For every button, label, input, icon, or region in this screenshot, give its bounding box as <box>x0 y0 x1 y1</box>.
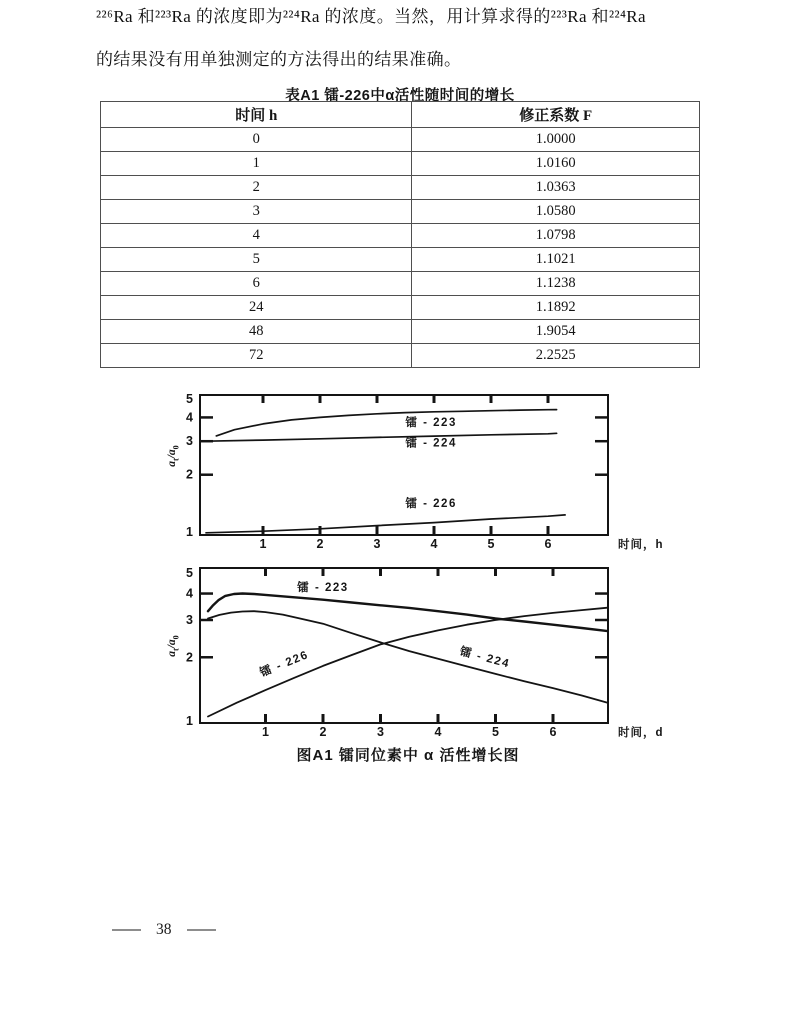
table-cell: 1 <box>101 152 412 176</box>
y-tick-label: 5 <box>186 391 193 406</box>
x-tick-label: 1 <box>259 537 267 551</box>
figure-a1 <box>160 383 680 783</box>
x-tick-label: 6 <box>544 537 552 551</box>
plot-box <box>200 395 608 535</box>
series-line <box>206 433 557 441</box>
table-cell: 72 <box>101 344 412 368</box>
table-row <box>101 224 700 248</box>
table-row <box>101 272 700 296</box>
table-row <box>101 344 700 368</box>
y-tick-label: 4 <box>186 586 193 601</box>
plot-box <box>200 568 608 723</box>
table-cell: 1.0000 <box>412 128 700 152</box>
chart-hours-svg <box>160 383 680 558</box>
y-tick-label: 4 <box>186 410 193 425</box>
table-cell: 1.0580 <box>412 200 700 224</box>
series-label: 镭 - 224 <box>405 437 457 450</box>
page-number <box>112 921 216 939</box>
x-tick-label: 4 <box>430 537 438 551</box>
y-tick-label: 2 <box>186 650 193 665</box>
table-cell: 1.0798 <box>412 224 700 248</box>
table-cell: 1.9054 <box>412 320 700 344</box>
x-tick-label: 6 <box>549 725 557 739</box>
page-number-value: 38 <box>156 921 172 938</box>
table-cell: 6 <box>101 272 412 296</box>
y-tick-label: 1 <box>186 714 193 728</box>
series-label: 镭 - 226 <box>258 648 311 680</box>
series-label: 镭 - 223 <box>405 417 457 430</box>
page-number-right-dash <box>187 929 216 931</box>
table-row <box>101 296 700 320</box>
table-cell: 4 <box>101 224 412 248</box>
table-row <box>101 152 700 176</box>
table-row <box>101 200 700 224</box>
table-header-row <box>101 102 700 128</box>
paragraph-line-2: 的结果没有用单独测定的方法得出的结果准确。 <box>96 50 462 69</box>
y-tick-label: 1 <box>186 525 193 539</box>
column-header-factor: 修正系数 F <box>412 102 700 128</box>
x-axis-label: 时间，h <box>618 539 664 551</box>
y-axis-label-chart-hours: $a_t/a_0$ <box>166 445 181 467</box>
table-cell: 1.1238 <box>412 272 700 296</box>
table-row <box>101 248 700 272</box>
table-cell: 0 <box>101 128 412 152</box>
table-cell: 2.2525 <box>412 344 700 368</box>
table-cell: 3 <box>101 200 412 224</box>
x-tick-label: 2 <box>316 537 324 551</box>
table-cell: 48 <box>101 320 412 344</box>
figure-caption: 图A1 镭同位素中 α 活性增长图 <box>296 747 520 764</box>
x-tick-label: 1 <box>262 725 269 739</box>
data-table <box>100 101 700 368</box>
table-cell: 5 <box>101 248 412 272</box>
table-cell: 24 <box>101 296 412 320</box>
x-tick-label: 3 <box>373 537 381 551</box>
x-tick-label: 5 <box>492 725 499 739</box>
y-tick-label: 3 <box>186 434 193 449</box>
series-line <box>216 410 556 436</box>
paragraph-line-1: ²²⁶Ra 和²²³Ra 的浓度即为²²⁴Ra 的浓度。当然，用计算求得的²²³Ra 和²²⁴Ra <box>96 7 646 26</box>
table-row <box>101 320 700 344</box>
series-label: 镭 - 226 <box>405 498 457 511</box>
x-tick-label: 5 <box>487 537 495 551</box>
chart-days-svg <box>160 558 680 770</box>
series-label: 镭 - 224 <box>458 645 512 671</box>
table-cell: 1.1021 <box>412 248 700 272</box>
x-tick-label: 3 <box>377 725 384 739</box>
table-cell: 1.0363 <box>412 176 700 200</box>
table-title: 表A1 镭-226中α活性随时间的增长 <box>285 88 515 104</box>
y-tick-label: 5 <box>186 566 193 581</box>
x-tick-label: 4 <box>434 725 442 739</box>
table-cell: 1.1892 <box>412 296 700 320</box>
table-row <box>101 128 700 152</box>
table-cell: 1.0160 <box>412 152 700 176</box>
series-label: 镭 - 223 <box>297 581 349 594</box>
table-row <box>101 176 700 200</box>
x-tick-label: 2 <box>319 725 327 739</box>
series-line <box>206 515 565 533</box>
column-header-time: 时间 h <box>101 102 412 128</box>
y-tick-label: 3 <box>186 612 193 627</box>
table-cell: 2 <box>101 176 412 200</box>
y-tick-label: 2 <box>186 467 193 482</box>
page-number-left-dash <box>112 929 141 931</box>
x-axis-label: 时间，d <box>618 727 664 739</box>
y-axis-label-chart-days: $a_t/a_0$ <box>166 635 181 657</box>
